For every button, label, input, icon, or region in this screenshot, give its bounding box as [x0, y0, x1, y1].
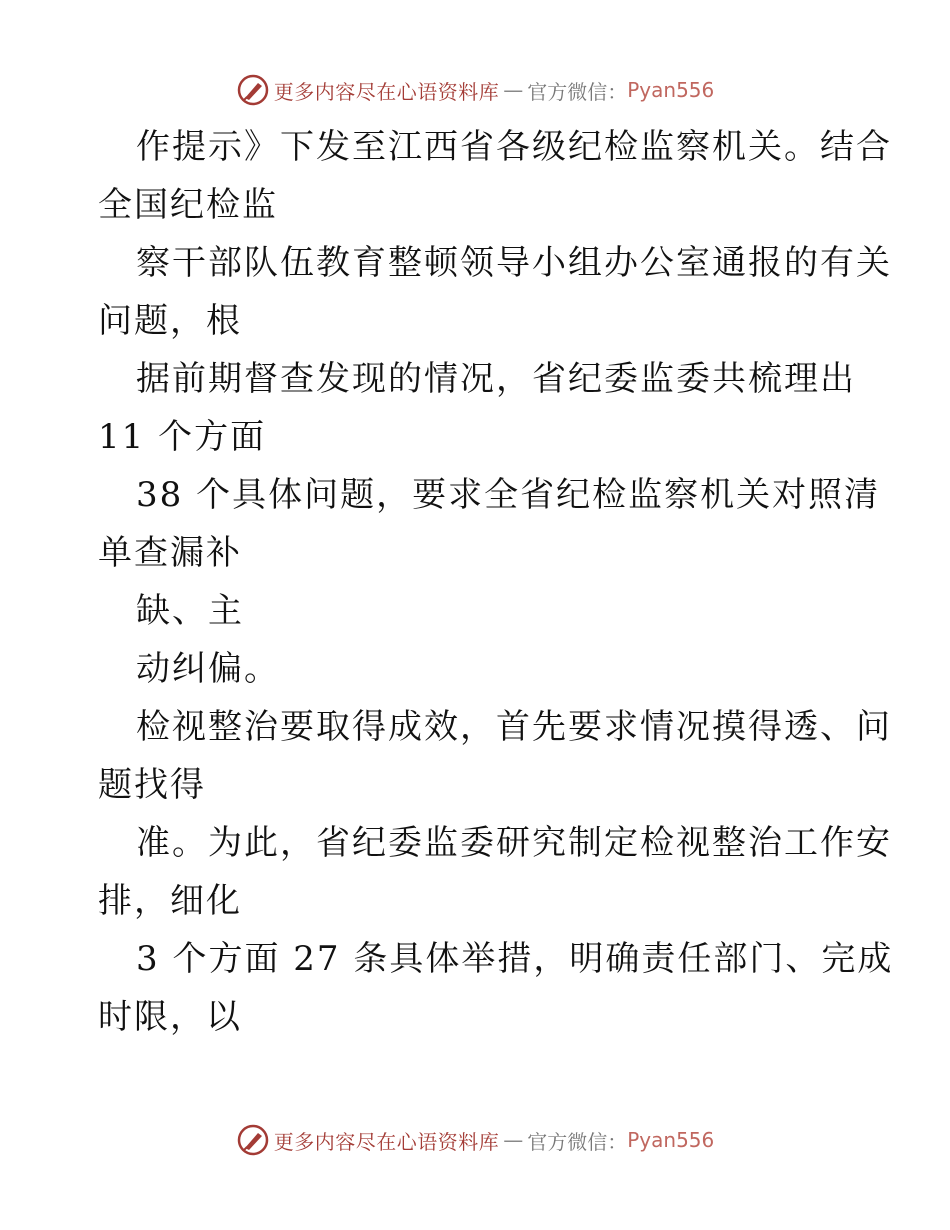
banner-text: 更多内容尽在心语资料库: [273, 1129, 500, 1154]
quill-pen-logo-icon: [236, 1123, 270, 1157]
banner-separator: —: [503, 78, 524, 102]
text-line: 时限，以: [98, 997, 242, 1037]
document-body: [98, 118, 894, 1046]
text-line: 全国纪检监: [98, 185, 278, 225]
text-line: 作提示》下发至江西省各级纪检监察机关。结合: [136, 127, 892, 167]
text-line: 题找得: [98, 765, 206, 805]
text-line: 检视整治要取得成效，首先要求情况摸得透、问: [136, 707, 892, 747]
header-watermark-banner: [0, 70, 950, 110]
text-line: 据前期督查发现的情况，省纪委监委共梳理出: [136, 359, 856, 399]
banner-wechat-id: Pyan556: [627, 1128, 715, 1152]
footer-watermark-banner: [0, 1120, 950, 1160]
banner-wechat-label: 官方微信：: [527, 79, 628, 104]
banner-wechat-id: Pyan556: [627, 78, 715, 102]
text-line: 动纠偏。: [136, 649, 280, 689]
text-line: 11 个方面: [98, 417, 267, 457]
text-line: 察干部队伍教育整顿领导小组办公室通报的有关: [136, 243, 892, 283]
quill-pen-logo-icon: [236, 73, 270, 107]
text-line: 3 个方面 27 条具体举措，明确责任部门、完成: [136, 939, 894, 979]
text-line: 缺、主: [136, 591, 244, 631]
banner-wechat-label: 官方微信：: [527, 1129, 628, 1154]
text-line: 38 个具体问题，要求全省纪检监察机关对照清: [136, 475, 881, 515]
text-line: 准。为此，省纪委监委研究制定检视整治工作安: [136, 823, 892, 863]
banner-separator: —: [503, 1128, 524, 1152]
text-line: 排，细化: [98, 881, 242, 921]
text-line: 问题，根: [98, 301, 242, 341]
banner-text: 更多内容尽在心语资料库: [273, 79, 500, 104]
text-line: 单查漏补: [98, 533, 242, 573]
